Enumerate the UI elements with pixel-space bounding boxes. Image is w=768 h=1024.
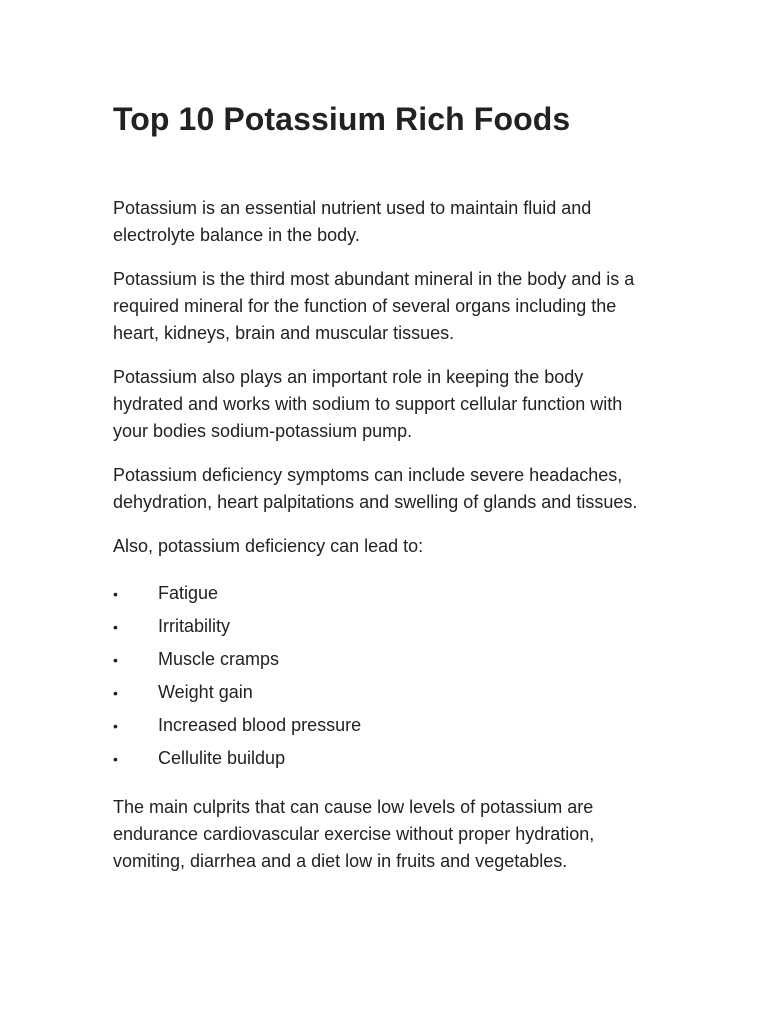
- list-item-label: Fatigue: [158, 583, 219, 603]
- list-item: [113, 742, 658, 775]
- list-item-label: Cellulite buildup: [158, 748, 286, 768]
- paragraph-abundance: Potassium is the third most abundant mineral in the body and is a required mineral for the function of several organs including the heart, kidneys, brain and muscular tissues.: [113, 269, 635, 343]
- article-body: [113, 195, 658, 875]
- bullet-icon: •: [113, 619, 118, 635]
- list-item-label: Muscle cramps: [158, 649, 280, 669]
- article: [113, 99, 658, 892]
- list-item-label: Increased blood pressure: [158, 715, 362, 735]
- paragraph-intro: Potassium is an essential nutrient used to maintain fluid and electrolyte balance in the body.: [113, 198, 592, 245]
- page-title: Top 10 Potassium Rich Foods: [113, 101, 571, 137]
- list-item: [113, 577, 658, 610]
- bullet-icon: •: [113, 718, 118, 734]
- deficiency-list: [113, 577, 658, 775]
- paragraph-causes: The main culprits that can cause low levels of potassium are endurance cardiovascular exercise without proper hydration, vomiting, diarrhea and a diet low in fruits and vegetables.: [113, 797, 595, 871]
- bullet-icon: •: [113, 586, 118, 602]
- list-item: [113, 643, 658, 676]
- paragraph-list-intro: Also, potassium deficiency can lead to:: [113, 536, 424, 556]
- list-item: [113, 676, 658, 709]
- list-item-label: Irritability: [158, 616, 231, 636]
- bullet-icon: •: [113, 652, 118, 668]
- paragraph-symptoms: Potassium deficiency symptoms can include severe headaches, dehydration, heart palpitations and swelling of glands and tissues.: [113, 465, 638, 512]
- bullet-icon: •: [113, 685, 118, 701]
- paragraph-hydration: Potassium also plays an important role in keeping the body hydrated and works with sodium to support cellular function with your bodies sodium-potassium pump.: [113, 367, 623, 441]
- list-item: [113, 610, 658, 643]
- bullet-icon: •: [113, 751, 118, 767]
- list-item-label: Weight gain: [158, 682, 253, 702]
- list-item: [113, 709, 658, 742]
